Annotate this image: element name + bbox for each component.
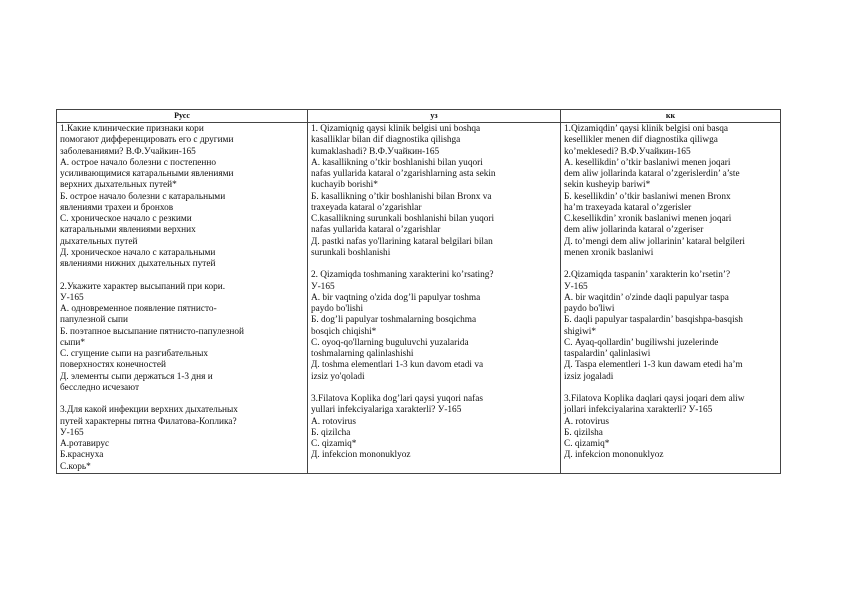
text-line: поверхностях конечностей	[60, 360, 166, 371]
text-line: 3.Filatova Koplika dog’lari qaysi yuqori nafas	[311, 394, 483, 404]
text-line: Д. toshma elementlari 1-3 kun davom etadi va	[311, 360, 484, 371]
karakalpak-column	[561, 123, 781, 474]
text-line: kasalliklar bilan dif diagnostika qilishga	[311, 135, 461, 146]
text-line: 1.Какие клинические признаки кори	[60, 124, 204, 134]
text-line: traxeyada kataral o’zgarishlar	[311, 202, 422, 213]
text-line: bosqich chiqishi*	[311, 326, 377, 337]
text-line: А. bir vaqtning o'zida dog’li papulyar toshma	[311, 292, 481, 303]
question-block	[564, 124, 777, 259]
text-line: А. одновременное появление пятнисто-	[60, 304, 217, 314]
text-line: Д. Taspa elementleri 1-3 kun dawam etedi ha’m	[564, 360, 743, 371]
questions-row	[57, 123, 781, 474]
text-line: Б. daqli papulyar taspalardin’ basqishpa-basqish	[564, 315, 743, 326]
text-line: У-165	[311, 281, 335, 292]
text-line: А. kesellikdin’ o’tkir baslaniwi menen joqari	[564, 157, 731, 168]
text-line: izsiz jogaladi	[564, 371, 614, 382]
text-line: kuchayib borishi*	[311, 180, 378, 191]
text-line: ko’meklesedi? В.Ф.Учайкин-165	[564, 146, 691, 157]
header-karakalpak: кк	[561, 110, 781, 123]
text-line: Д. элементы сыпи держаться 1-3 дня и	[60, 371, 213, 382]
text-line: Д. to’mengi dem aliw jollarinin’ kataral belgileri	[564, 236, 745, 247]
text-line: nafas yullarida kataral o’zgarishlarning asta sekin	[311, 169, 496, 179]
text-line: папулезной сыпи	[60, 315, 128, 326]
text-line: 3.Для какой инфекции верхних дыхательных	[60, 405, 238, 416]
question-block	[311, 394, 557, 462]
text-line: верхних дыхательных путей*	[60, 180, 177, 191]
text-line: paydo bo'lishi	[311, 304, 364, 314]
text-line: С. qizamiq*	[564, 439, 610, 449]
text-line: путей характерны пятна Филатова-Коплика?	[60, 416, 237, 427]
text-line: 2.Qizamiqda taspanin’ xarakterin ko’rsetin’?	[564, 270, 731, 281]
text-line: С.корь*	[60, 461, 91, 472]
text-line: 1.Qizamiqdin’ qaysi klinik belgisi oni basqa	[564, 124, 729, 134]
text-line: kesellikler menen dif diagnostika qiliwga	[564, 135, 718, 146]
text-line: заболеваниями? В.Ф.Учайкин-165	[60, 146, 196, 157]
question-block	[60, 124, 304, 270]
question-block	[311, 270, 557, 383]
text-line: Д. infekcion mononuklyoz	[564, 450, 664, 461]
header-row	[57, 110, 781, 123]
text-line: У-165	[60, 427, 84, 438]
text-line: 1. Qizamiqnig qaysi klinik belgisi uni boshqa	[311, 124, 481, 134]
text-line: усиливающимися катаральными явлениями	[60, 169, 234, 179]
text-line: У-165	[60, 292, 84, 303]
text-line: А.ротавирус	[60, 439, 110, 449]
text-line: А. rotovirus	[311, 416, 356, 427]
text-line: С. хроническое начало с резкими	[60, 214, 192, 224]
text-line: Б. kasallikning o’tkir boshlanishi bilan Bronx va	[311, 191, 492, 202]
text-line: Б. qizilcha	[311, 427, 351, 438]
text-line: Б. dog’li papulyar toshmalarning bosqichma	[311, 315, 477, 326]
text-line: 2.Укажите характер высыпаний при кори.	[60, 281, 226, 292]
text-line: Д. хроническое начало с катаральными	[60, 247, 216, 258]
text-line: бесследно исчезают	[60, 382, 140, 393]
text-line: izsiz yo'qoladi	[311, 371, 365, 382]
text-line: Б. поэтапное высыпание пятнисто-папулезной	[60, 326, 244, 337]
text-line: сыпи*	[60, 337, 85, 348]
uzbek-column	[308, 123, 561, 474]
text-line: явлениями нижних дыхательных путей	[60, 259, 216, 269]
text-line: С.kesellikdin’ xronik baslaniwi menen joqari	[564, 214, 732, 224]
text-line: nafas yullarida kataral o’zgarishlar	[311, 225, 441, 236]
text-line: дыхательных путей	[60, 236, 138, 247]
text-line: Д. infekcion mononuklyoz	[311, 450, 411, 461]
text-line: помогают дифференцировать его с другими	[60, 135, 234, 146]
text-line: А. острое начало болезни с постепенно	[60, 157, 217, 168]
text-line: 3.Filatova Koplika daqlari qaysi joqari dem aliw	[564, 394, 745, 404]
header-uzbek: уз	[308, 110, 561, 123]
text-line: Б. qizilsha	[564, 427, 603, 438]
text-line: Б. kesellikdin’ o’tkir baslaniwi menen Bronx	[564, 191, 731, 202]
quiz-table	[56, 109, 781, 474]
text-line: 2. Qizamiqda toshmaning xarakterini ko’rsating?	[311, 270, 494, 281]
text-line: shigiwi*	[564, 326, 597, 337]
text-line: surunkali boshlanishi	[311, 247, 391, 258]
text-line: С.kasallikning surunkali boshlanishi bilan yuqori	[311, 214, 495, 224]
text-line: С. qizamiq*	[311, 439, 357, 449]
text-line: У-165	[564, 281, 588, 292]
text-line: С. сгущение сыпи на разгибательных	[60, 349, 208, 359]
text-line: paydo bo'liwi	[564, 304, 615, 314]
text-line: menen xronik baslaniwi	[564, 247, 654, 258]
text-line: toshmalarning qalinlashishi	[311, 349, 414, 359]
text-line: явлениями трахеи и бронхов	[60, 202, 174, 213]
text-line: ha’m traxeyada kataral o’zgerisler	[564, 202, 692, 213]
text-line: катаральными явлениями верхних	[60, 225, 196, 236]
question-block	[60, 405, 304, 473]
question-block	[60, 282, 304, 395]
text-line: taspalardin’ qalinlasiwi	[564, 349, 651, 359]
text-line: С. oyoq-qo'llarning buguluvchi yuzalarida	[311, 337, 469, 348]
text-line: Д. pastki nafas yo'llarining kataral belgilari bilan	[311, 236, 493, 247]
question-block	[564, 394, 777, 462]
text-line: Б. острое начало болезни с катаральными	[60, 191, 226, 202]
question-block	[311, 124, 557, 259]
text-line: dem aliw jollarinda kataral o’zgerislerdin’ a’ste	[564, 169, 740, 179]
text-line: jollari infekciyalarina xarakterli? У-165	[564, 405, 713, 416]
text-line: А. rotovirus	[564, 416, 609, 427]
text-line: dem aliw jollarinda kataral o’zgeriser	[564, 225, 704, 236]
text-line: kumaklashadi? В.Ф.Учайкин-165	[311, 146, 440, 157]
russian-column	[57, 123, 308, 474]
text-line: А. bir waqitdin’ o'zinde daqli papulyar taspa	[564, 292, 729, 303]
text-line: А. kasallikning o’tkir boshlanishi bilan yuqori	[311, 157, 483, 168]
text-line: Б.краснуха	[60, 450, 104, 461]
text-line: yullari infekciyalariga xarakterli? У-165	[311, 405, 462, 416]
text-line: sekin kusheyip bariwi*	[564, 180, 651, 191]
text-line: С. Ayaq-qollardin’ bugiliwshi juzelerinde	[564, 337, 719, 348]
question-block	[564, 270, 777, 383]
header-russian: Русс	[57, 110, 308, 123]
